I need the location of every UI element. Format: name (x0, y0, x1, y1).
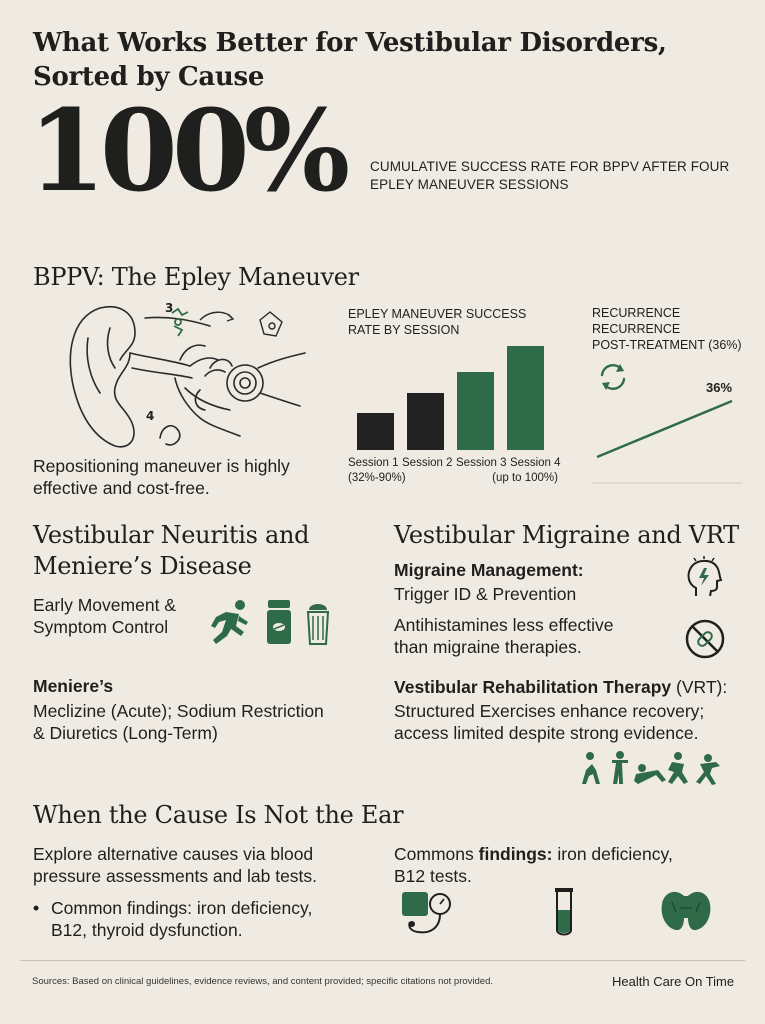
recurrence-title-line3: POST-TREATMENT (36%) (592, 338, 742, 352)
bppv-caption: Repositioning maneuver is highly effective and cost-free. (33, 456, 290, 498)
bar-label-session-2: Session 2 (402, 457, 453, 469)
neuritis-heading-line1: Vestibular Neuritis and (33, 521, 310, 549)
meniere-line1: Meclizine (Acute); Sodium Restriction (33, 701, 324, 721)
commons-findings-text (394, 843, 673, 887)
migraine-mgmt-label: Migraine Management: (394, 560, 584, 580)
commons-bold: findings: (478, 844, 553, 864)
bar-chart-labels (348, 456, 568, 488)
bar-note-session-1: (32%-90%) (348, 472, 406, 484)
bar-session-2 (407, 393, 444, 450)
recurrence-title (592, 305, 752, 353)
recurrence-title-line2: RECURRENCE (592, 322, 681, 336)
vrt-line2: access limited despite strong evidence. (394, 723, 699, 743)
antihistamines-line2: than migraine therapies. (394, 637, 582, 657)
page-title-line1: What Works Better for Vestibular Disorders, (33, 28, 667, 58)
diagram-label-4: 4 (146, 409, 155, 423)
antihistamines-line1: Antihistamines less effective (394, 615, 614, 635)
bar-chart (356, 340, 556, 450)
early-movement-text (33, 594, 176, 638)
ear-anatomy-icon (60, 298, 310, 458)
vrt-line1: Structured Exercises enhance recovery; (394, 701, 705, 721)
vrt-label-bold: Vestibular Rehabilitation Therapy (394, 677, 672, 697)
not-ear-heading: When the Cause Is Not the Ear (33, 801, 404, 829)
bullet-dot: • (33, 898, 40, 918)
commons-prefix: Commons (394, 844, 474, 864)
footer-divider (20, 960, 745, 961)
bar-label-session-3: Session 3 (456, 457, 507, 469)
page-title-line2: Sorted by Cause (33, 62, 265, 92)
bullet-line2: B12, thyroid dysfunction. (51, 920, 243, 940)
explore-line1: Explore alternative causes via blood (33, 844, 314, 864)
thyroid-icon (658, 888, 714, 936)
explore-line2: pressure assessments and lab tests. (33, 866, 318, 886)
antihistamines-text (394, 614, 614, 658)
bar-session-4 (507, 346, 544, 450)
bppv-heading: BPPV: The Epley Maneuver (33, 263, 359, 291)
running-person-icon (206, 598, 256, 646)
big-stat-caption: CUMULATIVE SUCCESS RATE FOR BPPV AFTER FOUR EPLEY MANEUVER SESSIONS (370, 159, 730, 192)
meniere-text (33, 700, 324, 744)
migraine-head-icon (682, 556, 726, 600)
early-movement-line1: Early Movement & (33, 595, 176, 615)
vrt-abbr: (VRT): (676, 677, 728, 697)
sources-note: Sources: Based on clinical guidelines, evidence reviews, and content provided; specific citations not provided. (32, 976, 494, 987)
recurrence-trend-line (597, 401, 732, 457)
common-findings-bullet (33, 897, 313, 941)
commons-line2: B12 tests. (394, 866, 472, 886)
big-stat: 100% (28, 86, 345, 217)
page-title (33, 26, 733, 94)
salt-shaker-icon (303, 598, 333, 646)
neuritis-heading-line2: Meniere’s Disease (33, 552, 252, 580)
meniere-line2: & Diuretics (Long-Term) (33, 723, 218, 743)
bar-session-3 (457, 372, 494, 450)
vrt-label (394, 677, 727, 698)
diagram-label-3: 3 (165, 301, 174, 315)
pill-bottle-icon (264, 598, 294, 646)
explore-text (33, 843, 317, 887)
brand-name: Health Care On Time (612, 974, 735, 989)
no-medication-icon (684, 618, 726, 660)
bar-session-1 (357, 413, 394, 450)
commons-rest: iron deficiency, (557, 844, 673, 864)
neuritis-heading (33, 520, 309, 582)
commons-line1 (394, 843, 673, 865)
recurrence-line-chart (592, 395, 742, 487)
refresh-icon (596, 360, 630, 394)
exercise-figures-icon (576, 750, 726, 786)
bar-label-session-1: Session 1 (348, 457, 399, 469)
early-movement-line2: Symptom Control (33, 617, 169, 637)
chart-title: EPLEY MANEUVER SUCCESS RATE BY SESSION (348, 307, 527, 337)
recurrence-value: 36% (706, 380, 733, 395)
test-tube-icon (552, 886, 576, 940)
bar-label-session-4: Session 4 (510, 457, 561, 469)
meniere-label: Meniere’s (33, 676, 114, 696)
vrt-text (394, 700, 704, 744)
migraine-heading: Vestibular Migraine and VRT (394, 521, 739, 549)
migraine-mgmt-text: Trigger ID & Prevention (394, 584, 577, 604)
recurrence-title-line1: RECURRENCE (592, 306, 681, 320)
bar-note-session-4: (up to 100%) (492, 472, 558, 484)
bullet-line1: Common findings: iron deficiency, (51, 898, 313, 918)
blood-pressure-monitor-icon (400, 888, 456, 938)
